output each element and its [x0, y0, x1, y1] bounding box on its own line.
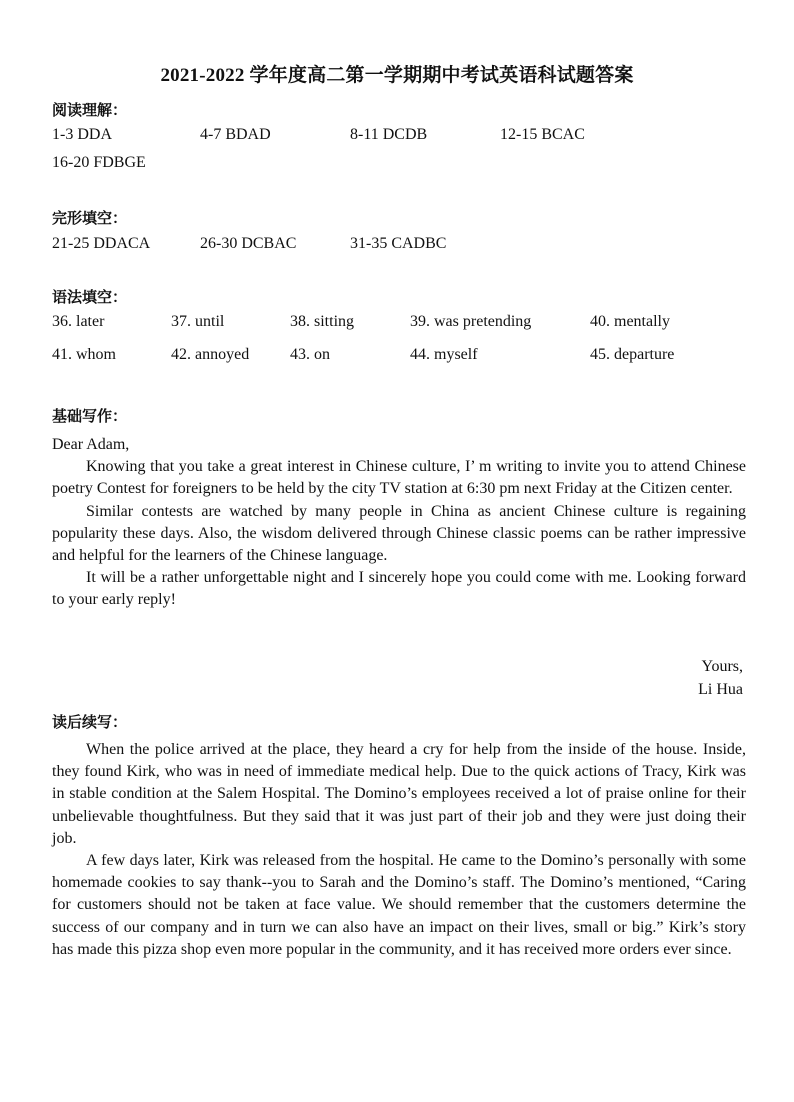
- reading-answer: 16-20 FDBGE: [52, 154, 146, 171]
- letter-closing: [698, 656, 743, 701]
- letter-paragraph: It will be a rather unforgettable night and I sincerely hope you could come with me. Looking forward to your early reply!: [52, 569, 746, 609]
- grammar-answer: 38. sitting: [290, 313, 355, 330]
- grammar-answer: 36. later: [52, 313, 105, 330]
- cloze-answer: 31-35 CADBC: [350, 235, 447, 252]
- letter-salutation: Dear Adam,: [52, 436, 130, 453]
- writing-section-label: 基础写作：: [52, 407, 128, 425]
- letter-closing-line: Yours,: [701, 658, 743, 675]
- reading-answer: 1-3 DDA: [52, 126, 112, 143]
- cloze-section-label: 完形填空：: [52, 209, 128, 227]
- continuation-paragraph: A few days later, Kirk was released from the hospital. He came to the Domino’s personally with some homemade cookies to say thank--you to Sarah and the Domino’s staff. The Domino’s mentioned, “Caring for customers should not be taken at face value. We should remember that the customers determine the success of our company and in turn we can also have an impact on their lives, small or big.” Kirk’s story has made this pizza shop even more popular in the community, and it has received more orders ever since.: [52, 852, 746, 958]
- continuation-section-label: 读后续写：: [52, 713, 128, 731]
- letter-body: [52, 434, 746, 612]
- reading-answer: 4-7 BDAD: [200, 126, 271, 143]
- grammar-answer: 40. mentally: [590, 313, 670, 330]
- grammar-answer: 43. on: [290, 346, 330, 363]
- reading-answer: 12-15 BCAC: [500, 126, 585, 143]
- reading-section-label: 阅读理解：: [52, 101, 128, 119]
- grammar-answer: 44. myself: [410, 346, 478, 363]
- continuation-paragraph: When the police arrived at the place, they heard a cry for help from the inside of the house. Inside, they found Kirk, who was in need of immediate medical help. Due to the quick actions of Tracy, Kirk was in stable condition at the Salem Hospital. The Domino’s employees received a lot of praise online for their unbelievable thoughtfulness. But they said that it was just part of their job and they were just doing their job.: [52, 741, 746, 847]
- page-title: 2021-2022 学年度高二第一学期期中考试英语科试题答案: [160, 65, 634, 86]
- grammar-answer: 42. annoyed: [171, 346, 250, 363]
- continuation-body: [52, 739, 746, 961]
- grammar-answer: 37. until: [171, 313, 225, 330]
- grammar-answer: 41. whom: [52, 346, 116, 363]
- letter-signature: Li Hua: [698, 680, 743, 698]
- grammar-answer: 39. was pretending: [410, 313, 532, 330]
- cloze-answer: 26-30 DCBAC: [200, 235, 297, 252]
- letter-paragraph: Knowing that you take a great interest in Chinese culture, I’ m writing to invite you to attend Chinese poetry Contest for foreigners to be held by the city TV station at 6:30 pm next Friday at the Citizen center.: [52, 458, 746, 498]
- grammar-section-label: 语法填空：: [52, 288, 128, 306]
- grammar-answer: 45. departure: [590, 346, 675, 363]
- cloze-answer: 21-25 DDACA: [52, 235, 151, 252]
- letter-paragraph: Similar contests are watched by many people in China as ancient Chinese culture is regaining popularity these days. Also, the wisdom delivered through Chinese classic poems can be rather impressive and helpful for the learners of the Chinese language.: [52, 502, 746, 565]
- reading-answer: 8-11 DCDB: [350, 126, 428, 143]
